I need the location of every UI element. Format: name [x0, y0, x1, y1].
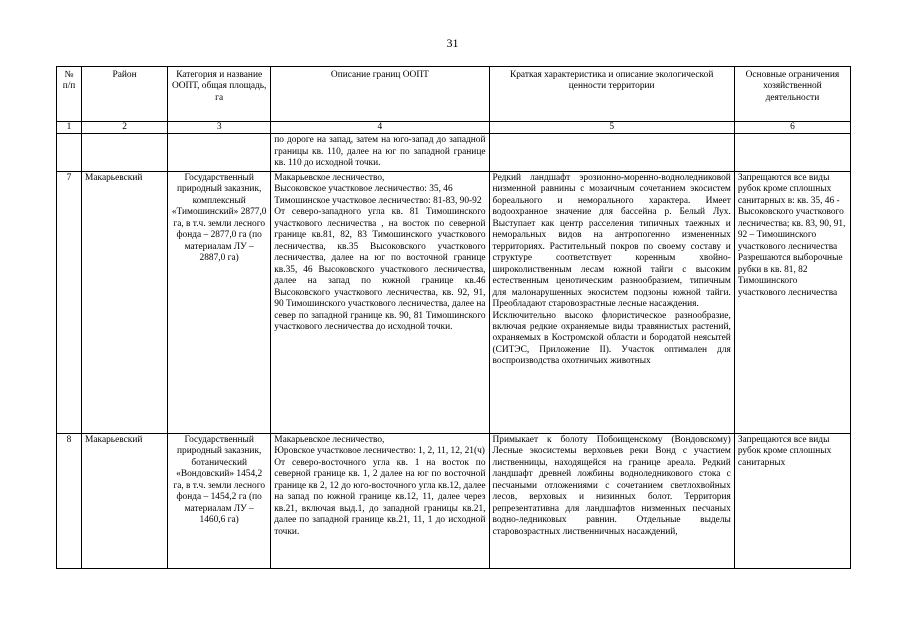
column-number: 4 [271, 122, 489, 134]
description-paragraph: Исключительно высоко флористическое разнообразие, включая редкие охраняемые виды травянистых растений, охраняемых в Костромской области и бородатой неясытей (СИТЭС, Приложение II). Участок оптимален для воспроизводства охотничьих животных [492, 310, 731, 367]
cell-district: Макарьевский [82, 433, 168, 568]
header-description: Краткая характеристика и описание экологической ценности территории [489, 67, 734, 122]
borders-line: От северо-восточного угла кв. 1 на восток по северной границе кв. 1, 2 далее на юг по восточной границе кв 2, 12 до юго-восточного угла кв.12, далее на запад по южной границе кв.12, 11, далее через кв.21, включая выд.1, до западной границы кв.21, далее по западной границе кв.21, 11, 1 до исходной точки. [274, 457, 486, 537]
header-district: Район [82, 67, 168, 122]
cell-borders [271, 433, 489, 568]
borders-line: Тимошинское участковое лесничество: 81-83, 90-92 [274, 195, 482, 206]
table-row-continuation [57, 134, 851, 171]
cell-num: 8 [57, 433, 82, 568]
table-row [57, 433, 851, 568]
cell-district [82, 134, 168, 171]
table-row [57, 171, 851, 433]
cell-description [489, 134, 734, 171]
borders-line: Макарьевское лесничество, [274, 172, 385, 183]
cell-borders [271, 171, 489, 433]
borders-line: Макарьевское лесничество, [274, 434, 385, 445]
cell-restrictions: Запрещаются все виды рубок кроме сплошных санитарных [734, 433, 850, 568]
description-paragraph: Примыкает к болоту Побоищенскому (Вондовскому) Лесные экосистемы верховьев реки Вонд с участием лиственницы, находящейся на границе ареала. Редкий ландшафт древней ложбины водноледникового стока с песчаными отложениями с сочетанием светлохвойных лесов, верховых и низинных болот. Территория репрезентативна для ландшафтов низменных песчаных водно-ледниковых равнин. Отдельные выделы старовозрастных лиственничных насаждений, [492, 434, 731, 537]
header-num: № п/п [57, 67, 82, 122]
cell-category [168, 134, 271, 171]
description-paragraph: Редкий ландшафт эрозионно-моренно-водноледниковой низменной равнины с мозаичным сочетанием экосистем бореального и неморального характера. Имеет водоохранное значение для бассейна р. Белый Лух. Выступает как центр расселения типичных таежных и неморальных видов на антропогенно измененных территориях. Растительный покров по своему составу и структуре соответствует коренным хвойно-широколиственным лесам южной тайги с высоким естественным ценотическим разнообразием, типичным для малонарушенных экосистем подзоны южной тайги. Преобладают старовозрастные лесные насаждения. [492, 172, 731, 310]
column-number: 1 [57, 122, 82, 134]
cell-description [489, 171, 734, 433]
header-borders: Описание границ ООПТ [271, 67, 489, 122]
borders-line: Высоковское участковое лесничество: 35, 46 [274, 184, 453, 195]
borders-line: Юровское участковое лесничество: 1, 2, 11, 12, 21(ч) [274, 446, 485, 457]
cell-num [57, 134, 82, 171]
column-number: 2 [82, 122, 168, 134]
column-number: 6 [734, 122, 850, 134]
cell-description [489, 433, 734, 568]
header-category: Категория и название ООПТ, общая площадь, га [168, 67, 271, 122]
cell-restrictions: Запрещаются все виды рубок кроме сплошных санитарных в: кв. 35, 46 - Высоковского участкового лесничества; кв. 83, 90, 91, 92 – Тимошинского участкового лесничества Разрешаются выборочные рубки в кв. 81, 82 Тимошинского участкового лесничества [734, 171, 850, 433]
header-row [57, 67, 851, 122]
cell-district: Макарьевский [82, 171, 168, 433]
page-number: 31 [446, 36, 459, 50]
header-restrictions: Основные ограничения хозяйственной деятельности [734, 67, 850, 122]
cell-restrictions [734, 134, 850, 171]
cell-category: Государственный природный заказник, комплексный «Тимошинский» 2877,0 га, в т.ч. земли лесного фонда – 2877,0 га (по материалам ЛУ – 2887,0 га) [168, 171, 271, 433]
borders-line: От северо-западного угла кв. 81 Тимошинского участкового лесничества , на восток по северной границе кв.81, 82, 83 Тимошинского участкового лесничества, кв.35 Высоковского участкового лесничества, далее на юг по восточной границе кв.35, 46 Высоковского участкового лесничества, далее на запад по южной границе кв.46 Высоковского участкового лесничества, кв. 92, 91, 90 Тимошинского участкового лесничества, далее на север по западной границе кв. 90, 81 Тимошинского участкового лесничества до исходной точки. [274, 207, 486, 332]
column-number-row [57, 122, 851, 134]
cell-category: Государственный природный заказник, ботанический «Вондовский» 1454,2 га, в т.ч. земли лесного фонда – 1454,2 га (по материалам ЛУ – 1460,6 га) [168, 433, 271, 568]
column-number: 5 [489, 122, 734, 134]
cell-borders: по дороге на запад, затем на юго-запад до западной границы кв. 110, далее на юг по западной границе кв. 110 до исходной точки. [271, 134, 489, 171]
cell-num: 7 [57, 171, 82, 433]
protected-areas-table [56, 66, 851, 569]
column-number: 3 [168, 122, 271, 134]
